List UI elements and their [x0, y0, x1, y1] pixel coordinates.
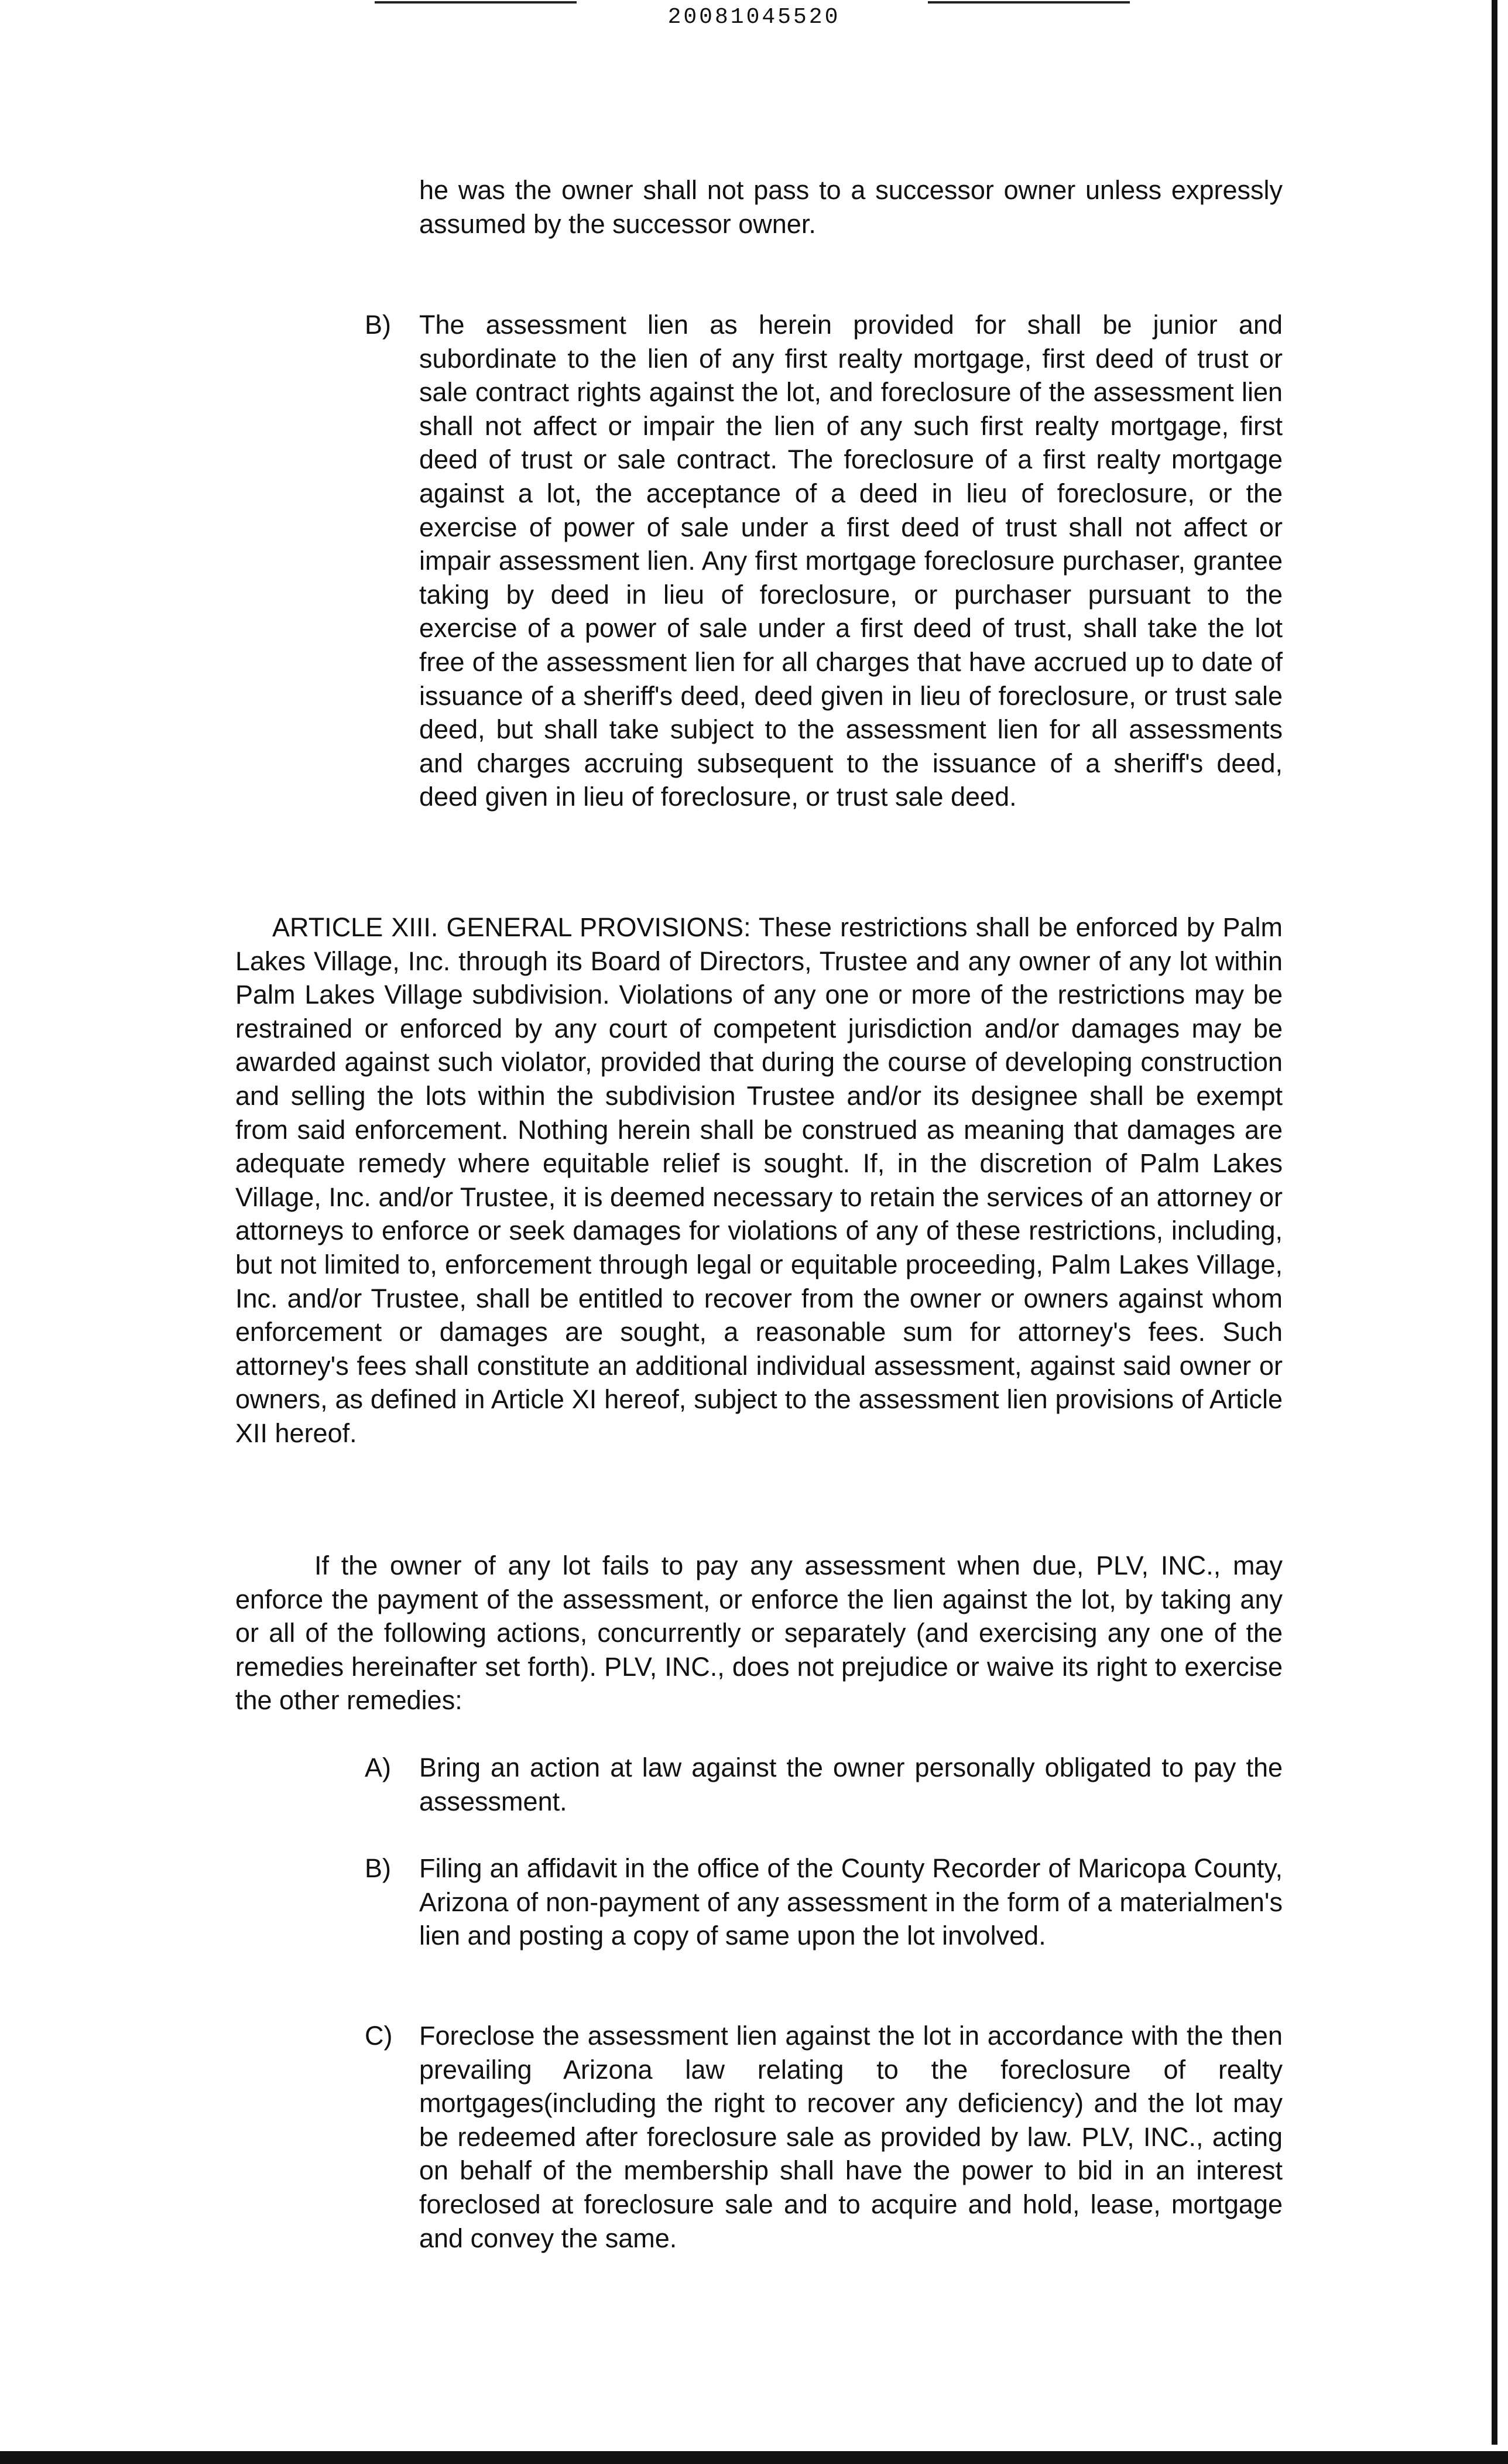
- remedy-c-text: Foreclose the assessment lien against the lot in accordance with the then prevailing Arizona law relating to the foreclosure of realty mortgages(including the right to recover any deficiency) and the lot may be redeemed after foreclosure sale as provided by law. PLV, INC., acting on behalf of the membership shall have the power to bid in an interest foreclosed at foreclosure sale and to acquire and hold, lease, mortgage and convey the same.: [419, 2021, 1283, 2253]
- scan-bottom-edge: [0, 2451, 1508, 2464]
- continuation-paragraph: he was the owner shall not pass to a successor owner unless expressly assumed by the successor owner.: [419, 175, 1283, 239]
- scan-right-edge: [1492, 0, 1497, 2445]
- remedies-intro-paragraph: If the owner of any lot fails to pay any assessment when due, PLV, INC., may enforce the payment of the assessment, or enforce the lien against the lot, by taking any or all of the following actions, concurrently or separately (and exercising any one of the remedies hereinafter set forth). PLV, INC., does not prejudice or waive its right to exercise the other remedies:: [235, 1551, 1283, 1716]
- remedy-a-text: Bring an action at law against the owner personally obligated to pay the assessment.: [419, 1753, 1283, 1816]
- item-b-lien-subordination: [365, 308, 1283, 882]
- remedy-b: [365, 1852, 1283, 1989]
- remedy-c: [365, 2019, 1283, 2294]
- item-b-text: The assessment lien as herein provided for shall be junior and subordinate to the lien of any first realty mortgage, first deed of trust or sale contract rights against the lot, and foreclosure of the assessment lien shall not affect or impair the lien of any such first realty mortgage, first deed of trust or sale contract. The foreclosure of a first realty mortgage against a lot, the acceptance of a deed in lieu of foreclosure, or the exercise of power of sale under a first deed of trust shall not affect or impair assessment lien. Any first mortgage foreclosure purchaser, grantee taking by deed in lieu of foreclosure, or purchaser pursuant to the exercise of a power of sale under a first deed of trust, shall take the lot free of the assessment lien for all charges that have accrued up to date of issuance of a sheriff's deed, deed given in lieu of foreclosure, or trust sale deed, but shall take subject to the assessment lien for all assessments and charges accruing subsequent to the issuance of a sheriff's deed, deed given in lieu of foreclosure, or trust sale deed.: [419, 310, 1283, 812]
- document-number: 20081045520: [667, 5, 841, 30]
- item-b-label: B): [365, 310, 391, 340]
- article-xiii-paragraph: ARTICLE XIII. GENERAL PROVISIONS: These restrictions shall be enforced by Palm Lakes Village, Inc. through its Board of Directors, Trustee and any owner of any lot within Palm Lakes Village subdivision. Violations of any one or more of the restrictions may be restrained or enforced by any court of competent jurisdiction and/or damages may be awarded against such violator, provided that during the course of developing construction and selling the lots within the subdivision Trustee and/or its designee shall be exempt from said enforcement. Nothing herein shall be construed as meaning that damages are adequate remedy where equitable relief is sought. If, in the discretion of Palm Lakes Village, Inc. and/or Trustee, it is deemed necessary to retain the services of an attorney or attorneys to enforce or seek damages for violations of any of these restrictions, including, but not limited to, enforcement through legal or equitable proceeding, Palm Lakes Village, Inc. and/or Trustee, shall be entitled to recover from the owner or owners against whom enforcement or damages are sought, a reasonable sum for attorney's fees. Such attorney's fees shall constitute an additional individual assessment, against said owner or owners, as defined in Article XI hereof, subject to the assessment lien provisions of Article XII hereof.: [235, 912, 1283, 1448]
- remedy-a-label: A): [365, 1753, 391, 1782]
- remedy-a: [365, 1751, 1283, 1821]
- remedy-c-label: C): [365, 2021, 393, 2051]
- remedy-b-label: B): [365, 1853, 391, 1883]
- remedy-b-text: Filing an affidavit in the office of the County Recorder of Maricopa County, Arizona of non-payment of any assessment in the form of a materialmen's lien and posting a copy of same upon the lot involved.: [419, 1853, 1283, 1951]
